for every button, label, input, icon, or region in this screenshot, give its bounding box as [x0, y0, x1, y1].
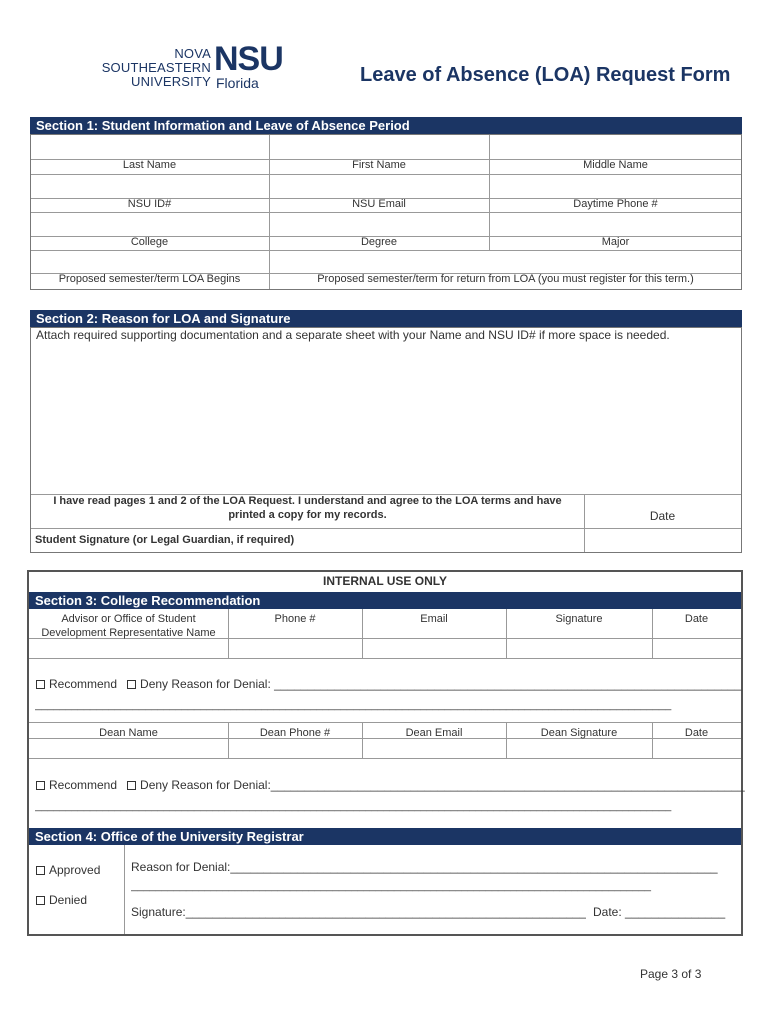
dean-deny-checkbox[interactable]	[127, 781, 136, 790]
section3-table	[29, 609, 741, 828]
denied-label: Denied	[49, 893, 88, 907]
nsu-logo	[68, 40, 283, 91]
dean-recommend-checkbox[interactable]	[36, 781, 45, 790]
dean-email-label: Dean Email	[405, 727, 463, 739]
form-title: Leave of Absence (LOA) Request Form	[360, 64, 731, 86]
registrar-reason-label: Reason for Denial:_________________________________________________________________________	[131, 860, 718, 874]
dean-name-label: Dean Name	[99, 727, 158, 739]
nsu-email-input[interactable]	[270, 174, 489, 197]
advisor-name-label-1: Advisor or Office of Student	[61, 613, 196, 625]
last-name-label: Last Name	[122, 159, 177, 171]
degree-input[interactable]	[270, 212, 489, 235]
recommend-label: Recommend	[49, 677, 118, 691]
dean-deny-reason-line: ________________________________________________________________________________________________________	[35, 800, 672, 812]
section3-heading: Section 3: College Recommendation	[29, 592, 741, 609]
internal-use-heading: INTERNAL USE ONLY	[322, 574, 448, 588]
advisor-phone-label: Phone #	[274, 613, 316, 625]
college-input[interactable]	[31, 212, 268, 235]
recommend-checkbox[interactable]	[36, 680, 45, 689]
deny-checkbox[interactable]	[127, 680, 136, 689]
advisor-signature-label: Signature	[555, 613, 603, 625]
denied-checkbox[interactable]	[36, 896, 45, 905]
approved-row	[36, 863, 100, 877]
section1-heading: Section 1: Student Information and Leave of Absence Period	[30, 117, 742, 134]
reason-textarea[interactable]	[31, 344, 741, 492]
dean-signature-label: Dean Signature	[540, 727, 618, 739]
nsu-id-input[interactable]	[31, 174, 268, 197]
logo-line1: NOVA SOUTHEASTERN	[101, 46, 211, 75]
student-signature-label: Student Signature (or Legal Guardian, if required)	[35, 534, 295, 546]
dean-deny-reason-label: Deny Reason for Denial:_______________________________________________________________________	[140, 778, 745, 792]
loa-begins-label: Proposed semester/term LOA Begins	[58, 273, 241, 285]
advisor-date-label: Date	[684, 613, 709, 625]
approved-checkbox[interactable]	[36, 866, 45, 875]
denied-row	[36, 893, 87, 907]
dean-decision-row	[36, 778, 745, 792]
dean-date-label: Date	[684, 727, 709, 739]
page-number: Page 3 of 3	[640, 967, 702, 981]
middle-name-input[interactable]	[490, 135, 741, 158]
logo-mark: NSU	[214, 40, 283, 78]
logo-sub: Florida	[216, 75, 259, 91]
deny-reason-label: Deny Reason for Denial: ______________________________________________________________________	[140, 677, 742, 691]
section4-heading: Section 4: Office of the University Registrar	[29, 828, 741, 845]
loa-begins-input[interactable]	[31, 250, 268, 272]
advisor-decision-row	[36, 677, 741, 691]
section2-heading: Section 2: Reason for LOA and Signature	[30, 310, 742, 327]
advisor-name-label-2: Development Representative Name	[41, 627, 216, 639]
deny-reason-line: ________________________________________________________________________________________________________	[35, 699, 672, 711]
agreement-line1: I have read pages 1 and 2 of the LOA Request. I understand and agree to the LOA terms and have	[53, 495, 562, 507]
agreement-line2: printed a copy for my records.	[228, 509, 387, 521]
major-label: Major	[601, 236, 630, 248]
nsu-id-label: NSU ID#	[127, 198, 172, 210]
degree-label: Degree	[360, 236, 398, 248]
student-date-label: Date	[649, 509, 676, 523]
advisor-email-label: Email	[420, 613, 448, 625]
first-name-input[interactable]	[270, 135, 489, 158]
logo-line2: UNIVERSITY	[130, 74, 211, 89]
student-date-input[interactable]	[585, 528, 741, 552]
loa-return-input[interactable]	[270, 250, 741, 272]
approved-label: Approved	[49, 863, 101, 877]
nsu-email-label: NSU Email	[352, 198, 406, 210]
registrar-signature-label: Signature:____________________________________________________________	[131, 905, 586, 919]
last-name-input[interactable]	[31, 135, 268, 158]
registrar-reason-line: _____________________________________________________________________________________	[131, 880, 652, 892]
daytime-phone-input[interactable]	[490, 174, 741, 197]
middle-name-label: Middle Name	[583, 159, 648, 171]
dean-phone-label: Dean Phone #	[259, 727, 331, 739]
registrar-date-label: Date: _______________	[593, 905, 726, 919]
dean-recommend-label: Recommend	[49, 778, 118, 792]
section2-instruction: Attach required supporting documentation and a separate sheet with your Name and NSU ID# if more space is needed.	[36, 328, 670, 342]
major-input[interactable]	[490, 212, 741, 235]
college-label: College	[130, 236, 169, 248]
first-name-label: First Name	[352, 159, 406, 171]
loa-return-label: Proposed semester/term for return from LOA (you must register for this term.)	[317, 273, 694, 285]
daytime-phone-label: Daytime Phone #	[573, 198, 658, 210]
